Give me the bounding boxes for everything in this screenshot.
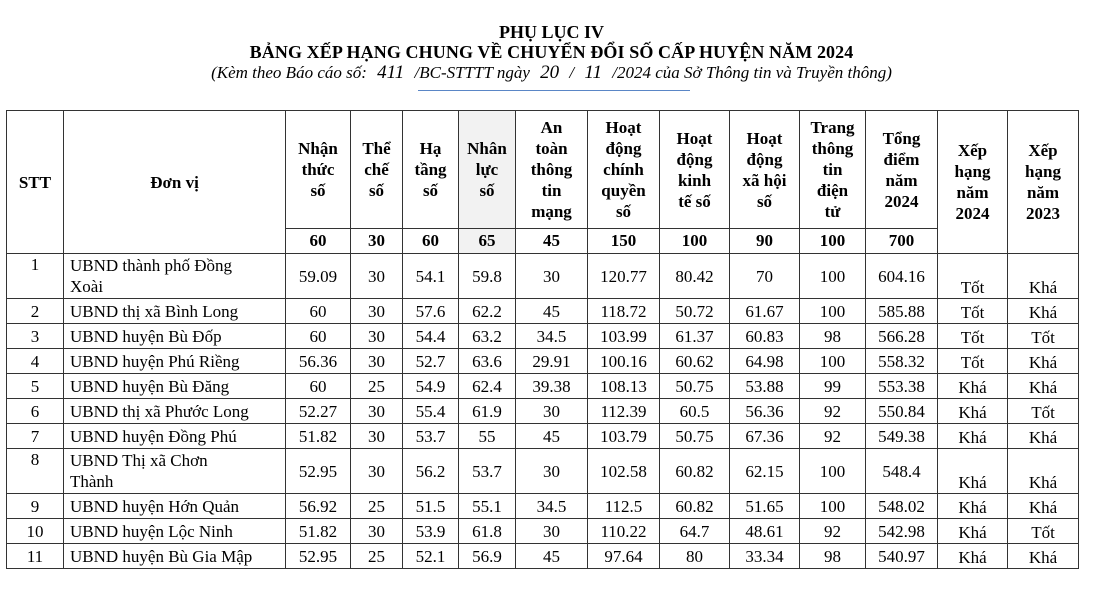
- score-cell: 50.75: [660, 424, 730, 449]
- score-cell: 30: [351, 519, 403, 544]
- column-header-line: số: [368, 181, 385, 200]
- report-slash: /: [569, 63, 575, 82]
- score-cell: 62.4: [459, 374, 516, 399]
- score-cell: 60.62: [660, 349, 730, 374]
- table-row: [7, 399, 1079, 424]
- rank-2023-cell: Khá: [1008, 449, 1079, 494]
- score-cell: 98: [800, 324, 866, 349]
- unit-name-line: UBND huyện Bù Đăng: [70, 376, 230, 396]
- score-cell: 112.5: [588, 494, 660, 519]
- score-cell: 60.83: [730, 324, 800, 349]
- score-cell: 549.38: [866, 424, 938, 449]
- unit-cell: [64, 449, 286, 494]
- column-header: [516, 111, 588, 229]
- score-cell: 540.97: [866, 544, 938, 569]
- rank-2023-cell: Khá: [1008, 349, 1079, 374]
- score-cell: 55.1: [459, 494, 516, 519]
- score-cell: 55.4: [403, 399, 459, 424]
- max-score-cell: 100: [660, 229, 730, 254]
- table-row: [7, 349, 1079, 374]
- score-cell: 120.77: [588, 254, 660, 299]
- column-header-line: tin: [822, 160, 843, 179]
- column-header: [660, 111, 730, 229]
- max-score-cell: 60: [403, 229, 459, 254]
- column-header-line: Trang: [810, 118, 855, 137]
- column-header: [459, 111, 516, 229]
- score-cell: 52.7: [403, 349, 459, 374]
- unit-cell: [64, 494, 286, 519]
- appendix-title: PHỤ LỤC IV: [498, 22, 604, 42]
- unit-name-line: UBND Thị xã Chơn: [70, 451, 208, 470]
- document-header: [0, 22, 1103, 84]
- report-suffix: /2024 của Sở Thông tin và Truyền thông): [612, 63, 892, 82]
- rank-2024-cell: Khá: [938, 424, 1008, 449]
- score-cell: 62.2: [459, 299, 516, 324]
- score-cell: 548.02: [866, 494, 938, 519]
- unit-cell: [64, 324, 286, 349]
- score-cell: 45: [516, 299, 588, 324]
- score-cell: 103.99: [588, 324, 660, 349]
- column-header: [938, 111, 1008, 254]
- column-header-line: động: [676, 149, 713, 169]
- column-header-line: Hoạt: [676, 128, 713, 148]
- score-cell: 30: [351, 424, 403, 449]
- stt-cell: 1: [7, 254, 64, 299]
- table-row: [7, 299, 1079, 324]
- score-cell: 553.38: [866, 374, 938, 399]
- stt-cell: 7: [7, 424, 64, 449]
- column-header-line: số: [615, 202, 632, 221]
- score-cell: 30: [516, 399, 588, 424]
- unit-name-line: UBND huyện Hớn Quản: [70, 496, 240, 516]
- column-header-line: hạng: [1025, 162, 1061, 181]
- rank-2023-cell: Tốt: [1008, 399, 1079, 424]
- rank-2024-cell: Khá: [938, 494, 1008, 519]
- unit-name-line: UBND huyện Lộc Ninh: [70, 521, 233, 541]
- table-row: [7, 374, 1079, 399]
- column-header-line: điểm: [883, 149, 920, 169]
- score-cell: 53.9: [403, 519, 459, 544]
- score-cell: 33.34: [730, 544, 800, 569]
- score-cell: 98: [800, 544, 866, 569]
- score-cell: 30: [351, 254, 403, 299]
- rank-2023-cell: Khá: [1008, 299, 1079, 324]
- rank-2023-cell: Khá: [1008, 254, 1079, 299]
- rank-2023-cell: Khá: [1008, 494, 1079, 519]
- score-cell: 39.38: [516, 374, 588, 399]
- unit-cell: [64, 299, 286, 324]
- table-header-row: [7, 111, 1079, 229]
- rank-2024-cell: Khá: [938, 519, 1008, 544]
- score-cell: 60: [286, 374, 351, 399]
- report-prefix: (Kèm theo Báo cáo số:: [211, 63, 367, 82]
- stt-cell: 6: [7, 399, 64, 424]
- score-cell: 61.9: [459, 399, 516, 424]
- score-cell: 97.64: [588, 544, 660, 569]
- score-cell: 70: [730, 254, 800, 299]
- score-cell: 92: [800, 519, 866, 544]
- score-cell: 550.84: [866, 399, 938, 424]
- column-header: [64, 111, 286, 254]
- score-cell: 34.5: [516, 494, 588, 519]
- column-header-line: Hoạt: [605, 118, 642, 137]
- score-cell: 64.98: [730, 349, 800, 374]
- score-cell: 548.4: [866, 449, 938, 494]
- score-cell: 604.16: [866, 254, 938, 299]
- score-cell: 60: [286, 299, 351, 324]
- unit-cell: [64, 424, 286, 449]
- score-cell: 100.16: [588, 349, 660, 374]
- rank-2024-cell: Tốt: [938, 324, 1008, 349]
- column-header: [7, 111, 64, 254]
- rank-2024-cell: Tốt: [938, 299, 1008, 324]
- table-row: [7, 254, 1079, 299]
- column-header-line: mạng: [531, 202, 572, 221]
- score-cell: 52.27: [286, 399, 351, 424]
- score-cell: 30: [351, 349, 403, 374]
- unit-name-line: Xoài: [70, 277, 104, 296]
- score-cell: 25: [351, 494, 403, 519]
- score-cell: 56.2: [403, 449, 459, 494]
- column-header-line: toàn: [535, 139, 568, 158]
- column-header-line: Thể: [362, 139, 391, 158]
- column-header-line: số: [479, 181, 495, 200]
- column-header-line: lực: [475, 160, 499, 179]
- stt-cell: 5: [7, 374, 64, 399]
- score-cell: 30: [516, 449, 588, 494]
- score-cell: 60.5: [660, 399, 730, 424]
- max-score-cell: 150: [588, 229, 660, 254]
- column-header: [286, 111, 351, 229]
- score-cell: 54.4: [403, 324, 459, 349]
- max-score-cell: 30: [351, 229, 403, 254]
- score-cell: 51.82: [286, 424, 351, 449]
- score-cell: 50.75: [660, 374, 730, 399]
- score-cell: 64.7: [660, 519, 730, 544]
- score-cell: 63.6: [459, 349, 516, 374]
- score-cell: 80: [660, 544, 730, 569]
- rank-2023-cell: Tốt: [1008, 519, 1079, 544]
- column-header-line: năm: [1026, 183, 1060, 202]
- rank-2024-cell: Tốt: [938, 349, 1008, 374]
- score-cell: 61.8: [459, 519, 516, 544]
- score-cell: 63.2: [459, 324, 516, 349]
- score-cell: 100: [800, 254, 866, 299]
- column-header: [866, 111, 938, 229]
- max-score-cell: 45: [516, 229, 588, 254]
- score-cell: 99: [800, 374, 866, 399]
- score-cell: 56.92: [286, 494, 351, 519]
- score-cell: 30: [351, 399, 403, 424]
- table-row: [7, 424, 1079, 449]
- rank-2023-cell: Tốt: [1008, 324, 1079, 349]
- score-cell: 34.5: [516, 324, 588, 349]
- table-row: [7, 544, 1079, 569]
- score-cell: 100: [800, 449, 866, 494]
- column-header-line: điện: [816, 181, 849, 200]
- column-header-line: STT: [18, 172, 52, 192]
- rank-2024-cell: Khá: [938, 374, 1008, 399]
- column-header: [1008, 111, 1079, 254]
- score-cell: 56.9: [459, 544, 516, 569]
- rank-2023-cell: Khá: [1008, 374, 1079, 399]
- score-cell: 60.82: [660, 449, 730, 494]
- unit-cell: [64, 399, 286, 424]
- column-header-line: Xếp: [957, 141, 988, 160]
- rank-2024-cell: Khá: [938, 399, 1008, 424]
- unit-cell: [64, 254, 286, 299]
- unit-name-line: UBND thị xã Phước Long: [70, 401, 249, 421]
- column-header-line: chính: [603, 160, 644, 179]
- score-cell: 51.5: [403, 494, 459, 519]
- score-cell: 56.36: [730, 399, 800, 424]
- column-header-line: Tổng: [882, 128, 921, 148]
- score-cell: 52.1: [403, 544, 459, 569]
- column-header-line: tin: [541, 181, 562, 200]
- unit-name-line: UBND huyện Bù Đốp: [70, 326, 222, 346]
- unit-cell: [64, 374, 286, 399]
- score-cell: 54.9: [403, 374, 459, 399]
- score-cell: 51.65: [730, 494, 800, 519]
- unit-name-line: Thành: [70, 472, 114, 491]
- column-header-line: quyền: [601, 181, 646, 200]
- column-header-line: động: [605, 139, 642, 158]
- score-cell: 30: [516, 254, 588, 299]
- rank-2024-cell: Khá: [938, 544, 1008, 569]
- score-cell: 118.72: [588, 299, 660, 324]
- stt-cell: 4: [7, 349, 64, 374]
- column-header-line: tế số: [678, 191, 711, 211]
- column-header-line: năm: [885, 170, 918, 190]
- report-mid: /BC-STTTT ngày: [414, 63, 530, 82]
- score-cell: 30: [516, 519, 588, 544]
- unit-cell: [64, 519, 286, 544]
- table-body: [7, 254, 1079, 569]
- unit-name-line: UBND huyện Phú Riềng: [70, 351, 240, 371]
- score-cell: 67.36: [730, 424, 800, 449]
- max-score-cell: 100: [800, 229, 866, 254]
- score-cell: 30: [351, 449, 403, 494]
- score-cell: 53.7: [459, 449, 516, 494]
- column-header-line: Đơn vị: [150, 172, 199, 192]
- score-cell: 59.8: [459, 254, 516, 299]
- score-cell: 100: [800, 299, 866, 324]
- report-reference: [0, 62, 1103, 84]
- table-row: [7, 324, 1079, 349]
- column-header-line: tử: [824, 202, 841, 221]
- column-header-line: Hạ: [419, 139, 442, 158]
- report-number: 411: [377, 62, 405, 83]
- score-cell: 108.13: [588, 374, 660, 399]
- score-cell: 45: [516, 544, 588, 569]
- score-cell: 100: [800, 494, 866, 519]
- max-score-cell: 90: [730, 229, 800, 254]
- unit-name-line: UBND thị xã Bình Long: [70, 301, 239, 321]
- score-cell: 585.88: [866, 299, 938, 324]
- score-cell: 92: [800, 424, 866, 449]
- score-cell: 30: [351, 299, 403, 324]
- column-header-line: tầng: [414, 160, 447, 179]
- score-cell: 92: [800, 399, 866, 424]
- stt-cell: 3: [7, 324, 64, 349]
- score-cell: 25: [351, 544, 403, 569]
- rank-2023-cell: Khá: [1008, 424, 1079, 449]
- report-day: 20: [540, 62, 560, 83]
- column-header-line: Xếp: [1028, 141, 1058, 160]
- table-row: [7, 494, 1079, 519]
- column-header-line: số: [422, 181, 439, 200]
- column-header-line: số: [756, 191, 773, 211]
- score-cell: 48.61: [730, 519, 800, 544]
- score-cell: 55: [459, 424, 516, 449]
- table-row: [7, 519, 1079, 544]
- score-cell: 25: [351, 374, 403, 399]
- rank-2023-cell: Khá: [1008, 544, 1079, 569]
- report-month: 11: [584, 62, 602, 83]
- stt-cell: 11: [7, 544, 64, 569]
- column-header-line: số: [310, 181, 326, 200]
- column-header-line: 2024: [884, 191, 919, 211]
- score-cell: 112.39: [588, 399, 660, 424]
- score-cell: 30: [351, 324, 403, 349]
- table-row: [7, 449, 1079, 494]
- column-header-line: thông: [530, 160, 573, 179]
- score-cell: 542.98: [866, 519, 938, 544]
- score-cell: 558.32: [866, 349, 938, 374]
- unit-name-line: UBND huyện Đồng Phú: [70, 426, 237, 446]
- score-cell: 50.72: [660, 299, 730, 324]
- column-header: [730, 111, 800, 229]
- max-score-cell: 65: [459, 229, 516, 254]
- max-score-cell: 700: [866, 229, 938, 254]
- score-cell: 57.6: [403, 299, 459, 324]
- score-cell: 60.82: [660, 494, 730, 519]
- score-cell: 102.58: [588, 449, 660, 494]
- score-cell: 54.1: [403, 254, 459, 299]
- score-cell: 53.7: [403, 424, 459, 449]
- unit-cell: [64, 349, 286, 374]
- score-cell: 80.42: [660, 254, 730, 299]
- stt-cell: 2: [7, 299, 64, 324]
- unit-name-line: UBND huyện Bù Gia Mập: [70, 546, 253, 566]
- column-header-line: Nhận: [298, 139, 338, 158]
- rank-2024-cell: Khá: [938, 449, 1008, 494]
- score-cell: 566.28: [866, 324, 938, 349]
- column-header-line: hạng: [954, 162, 991, 181]
- column-header-line: 2024: [955, 204, 990, 223]
- score-cell: 61.67: [730, 299, 800, 324]
- stt-cell: 10: [7, 519, 64, 544]
- column-header-line: xã hội: [742, 170, 787, 190]
- column-header: [351, 111, 403, 229]
- column-header-line: Hoạt: [746, 128, 783, 148]
- score-cell: 56.36: [286, 349, 351, 374]
- score-cell: 45: [516, 424, 588, 449]
- score-cell: 61.37: [660, 324, 730, 349]
- column-header-line: 2023: [1026, 204, 1060, 223]
- column-header: [403, 111, 459, 229]
- column-header-line: thức: [301, 160, 335, 179]
- score-cell: 52.95: [286, 544, 351, 569]
- column-header-line: chế: [364, 160, 389, 179]
- score-cell: 52.95: [286, 449, 351, 494]
- column-header: [588, 111, 660, 229]
- column-header-line: thông: [811, 139, 854, 158]
- column-header-line: năm: [956, 183, 989, 202]
- reference-underline: [418, 90, 690, 91]
- column-header-line: Nhân: [467, 139, 507, 158]
- rank-2024-cell: Tốt: [938, 254, 1008, 299]
- column-header-line: kinh: [677, 170, 712, 190]
- column-header-line: động: [746, 149, 783, 169]
- score-cell: 62.15: [730, 449, 800, 494]
- score-cell: 110.22: [588, 519, 660, 544]
- column-header-line: An: [540, 118, 563, 137]
- score-cell: 29.91: [516, 349, 588, 374]
- max-score-cell: 60: [286, 229, 351, 254]
- score-cell: 53.88: [730, 374, 800, 399]
- score-cell: 51.82: [286, 519, 351, 544]
- score-cell: 60: [286, 324, 351, 349]
- score-cell: 100: [800, 349, 866, 374]
- unit-name-line: UBND thành phố Đồng: [70, 256, 232, 275]
- score-cell: 103.79: [588, 424, 660, 449]
- stt-cell: 8: [7, 449, 64, 494]
- score-cell: 59.09: [286, 254, 351, 299]
- column-header: [800, 111, 866, 229]
- ranking-table: [6, 110, 1079, 569]
- stt-cell: 9: [7, 494, 64, 519]
- table-title: BẢNG XẾP HẠNG CHUNG VỀ CHUYỂN ĐỔI SỐ CẤP HUYỆN NĂM 2024: [249, 42, 854, 62]
- unit-cell: [64, 544, 286, 569]
